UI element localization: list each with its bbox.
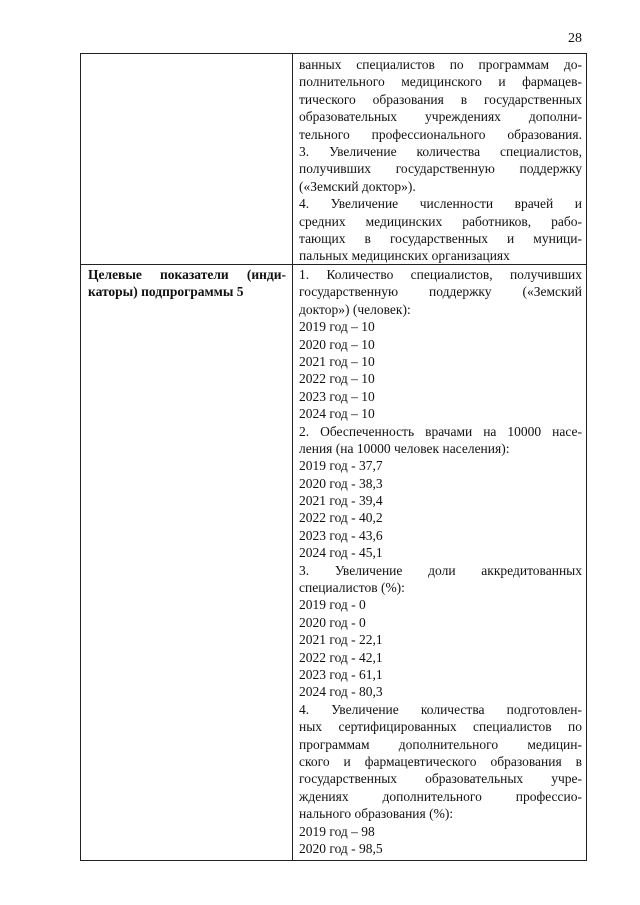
text-line: 2021 год - 39,4 bbox=[299, 493, 383, 509]
target-indicators-values-cell bbox=[299, 266, 582, 857]
text-line: 4. Увеличение численности врачей и bbox=[299, 196, 582, 212]
text-line: тического образования в государственных bbox=[299, 91, 582, 107]
text-line: специалистов (%): bbox=[299, 580, 405, 596]
text-line: 2021 год - 22,1 bbox=[299, 632, 383, 648]
text-line: 2020 год – 10 bbox=[299, 336, 375, 352]
text-line: 2019 год – 98 bbox=[299, 823, 375, 839]
text-line: ления (на 10000 человек населения): bbox=[299, 440, 510, 456]
text-line: 2020 год - 98,5 bbox=[299, 840, 383, 856]
text-line: тельного профессионального образования. bbox=[299, 126, 582, 142]
text-line: 4. Увеличение количества подготовлен- bbox=[299, 701, 582, 717]
text-line: 2022 год - 40,2 bbox=[299, 510, 383, 526]
text-line: пальных медицинских организациях bbox=[299, 248, 510, 264]
text-line: каторы) подпрограммы 5 bbox=[88, 284, 244, 300]
text-line: 2024 год – 10 bbox=[299, 406, 375, 422]
text-line: («Земский доктор»). bbox=[299, 178, 416, 194]
text-line: ждениях дополнительного профессио- bbox=[299, 788, 582, 804]
text-line: государственных образовательных учре- bbox=[299, 771, 582, 787]
text-line: средних медицинских работников, рабо- bbox=[299, 213, 582, 229]
program-table bbox=[80, 53, 587, 861]
page-number: 28 bbox=[568, 31, 582, 46]
text-line: 2019 год – 10 bbox=[299, 319, 375, 335]
text-line: 2024 год - 80,3 bbox=[299, 684, 383, 700]
text-line: образовательных учреждениях дополни- bbox=[299, 109, 582, 125]
text-line: ского и фармацевтического образования в bbox=[299, 753, 582, 769]
text-line: 2022 год – 10 bbox=[299, 371, 375, 387]
text-line: 2020 год - 38,3 bbox=[299, 475, 383, 491]
text-line: доктор») (человек): bbox=[299, 301, 411, 317]
text-line: государственную поддержку («Земский bbox=[299, 284, 582, 300]
text-line: 2023 год - 61,1 bbox=[299, 666, 383, 682]
text-line: 3. Увеличение доли аккредитованных bbox=[299, 562, 582, 578]
text-line: 2019 год - 0 bbox=[299, 597, 366, 613]
text-line: ных сертифицированных специалистов по bbox=[299, 719, 582, 735]
text-line: программам дополнительного медицин- bbox=[299, 736, 582, 752]
row1-description-cell bbox=[299, 56, 582, 265]
text-line: 2. Обеспеченность врачами на 10000 насе- bbox=[299, 423, 582, 439]
text-line: получивших государственную поддержку bbox=[299, 161, 582, 177]
column-divider bbox=[292, 54, 293, 860]
text-line: нального образования (%): bbox=[299, 806, 454, 822]
text-line: 2022 год - 42,1 bbox=[299, 649, 383, 665]
text-line: ванных специалистов по программам до- bbox=[299, 57, 582, 72]
text-line: 1. Количество специалистов, получивших bbox=[299, 267, 582, 282]
target-indicators-label bbox=[88, 266, 286, 301]
text-line: Целевые показатели (инди- bbox=[88, 267, 286, 282]
text-line: полнительного медицинского и фармацев- bbox=[299, 74, 582, 90]
text-line: 3. Увеличение количества специалистов, bbox=[299, 143, 582, 159]
text-line: 2023 год – 10 bbox=[299, 388, 375, 404]
text-line: 2021 год – 10 bbox=[299, 353, 375, 369]
text-line: 2024 год - 45,1 bbox=[299, 545, 383, 561]
text-line: 2023 год - 43,6 bbox=[299, 527, 383, 543]
text-line: 2020 год - 0 bbox=[299, 614, 366, 630]
text-line: 2019 год - 37,7 bbox=[299, 458, 383, 474]
text-line: тающих в государственных и муници- bbox=[299, 230, 582, 246]
